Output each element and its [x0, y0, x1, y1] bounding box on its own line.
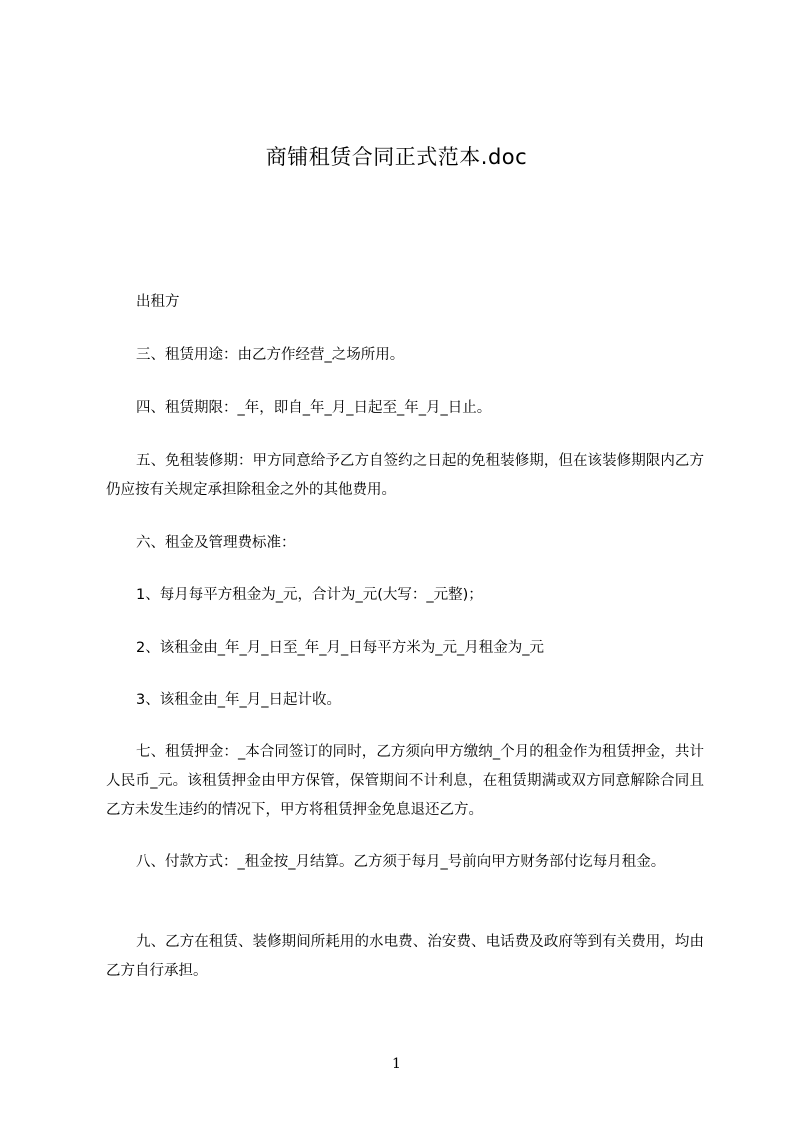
paragraph-lessor: 出租方 — [136, 294, 180, 310]
paragraph-rent-free-period: 五、免租装修期：甲方同意给予乙方自签约之日起的免租装修期，但在该装修期限内乙方仍应按有关规定承担除租金之外的其他费用。 — [106, 453, 704, 498]
page-number: 1 — [392, 1056, 401, 1072]
paragraph-lease-term: 四、租赁期限：_年，即自_年_月_日起至_年_月_日止。 — [136, 400, 492, 416]
paragraph-rent-item-3: 3、该租金由_年_月_日起计收。 — [136, 692, 341, 708]
paragraph-rent-item-1: 1、每月每平方租金为_元，合计为_元(大写：_元整)； — [136, 587, 483, 603]
paragraph-rent-item-2: 2、该租金由_年_月_日至_年_月_日每平方米为_元_月租金为_元 — [136, 640, 544, 656]
paragraph-utility-costs: 九、乙方在租赁、装修期间所耗用的水电费、治安费、电话费及政府等到有关费用，均由乙方自行承担。 — [106, 934, 704, 979]
paragraph-payment-method: 八、付款方式：_租金按_月结算。乙方须于每月_号前向甲方财务部付讫每月租金。 — [136, 854, 666, 870]
document-title: 商铺租赁合同正式范本.doc — [265, 145, 528, 169]
paragraph-rent-standard: 六、租金及管理费标准： — [136, 535, 296, 551]
paragraph-lease-purpose: 三、租赁用途：由乙方作经营_之场所用。 — [136, 347, 405, 363]
paragraph-deposit: 七、租赁押金：_本合同签订的同时，乙方须向甲方缴纳_个月的租金作为租赁押金，共计人民币_元。该租赁押金由甲方保管，保管期间不计利息，在租赁期满或双方同意解除合同且乙方未发生违约的情况下，甲方将租赁押金免息退还乙方。 — [106, 744, 704, 818]
